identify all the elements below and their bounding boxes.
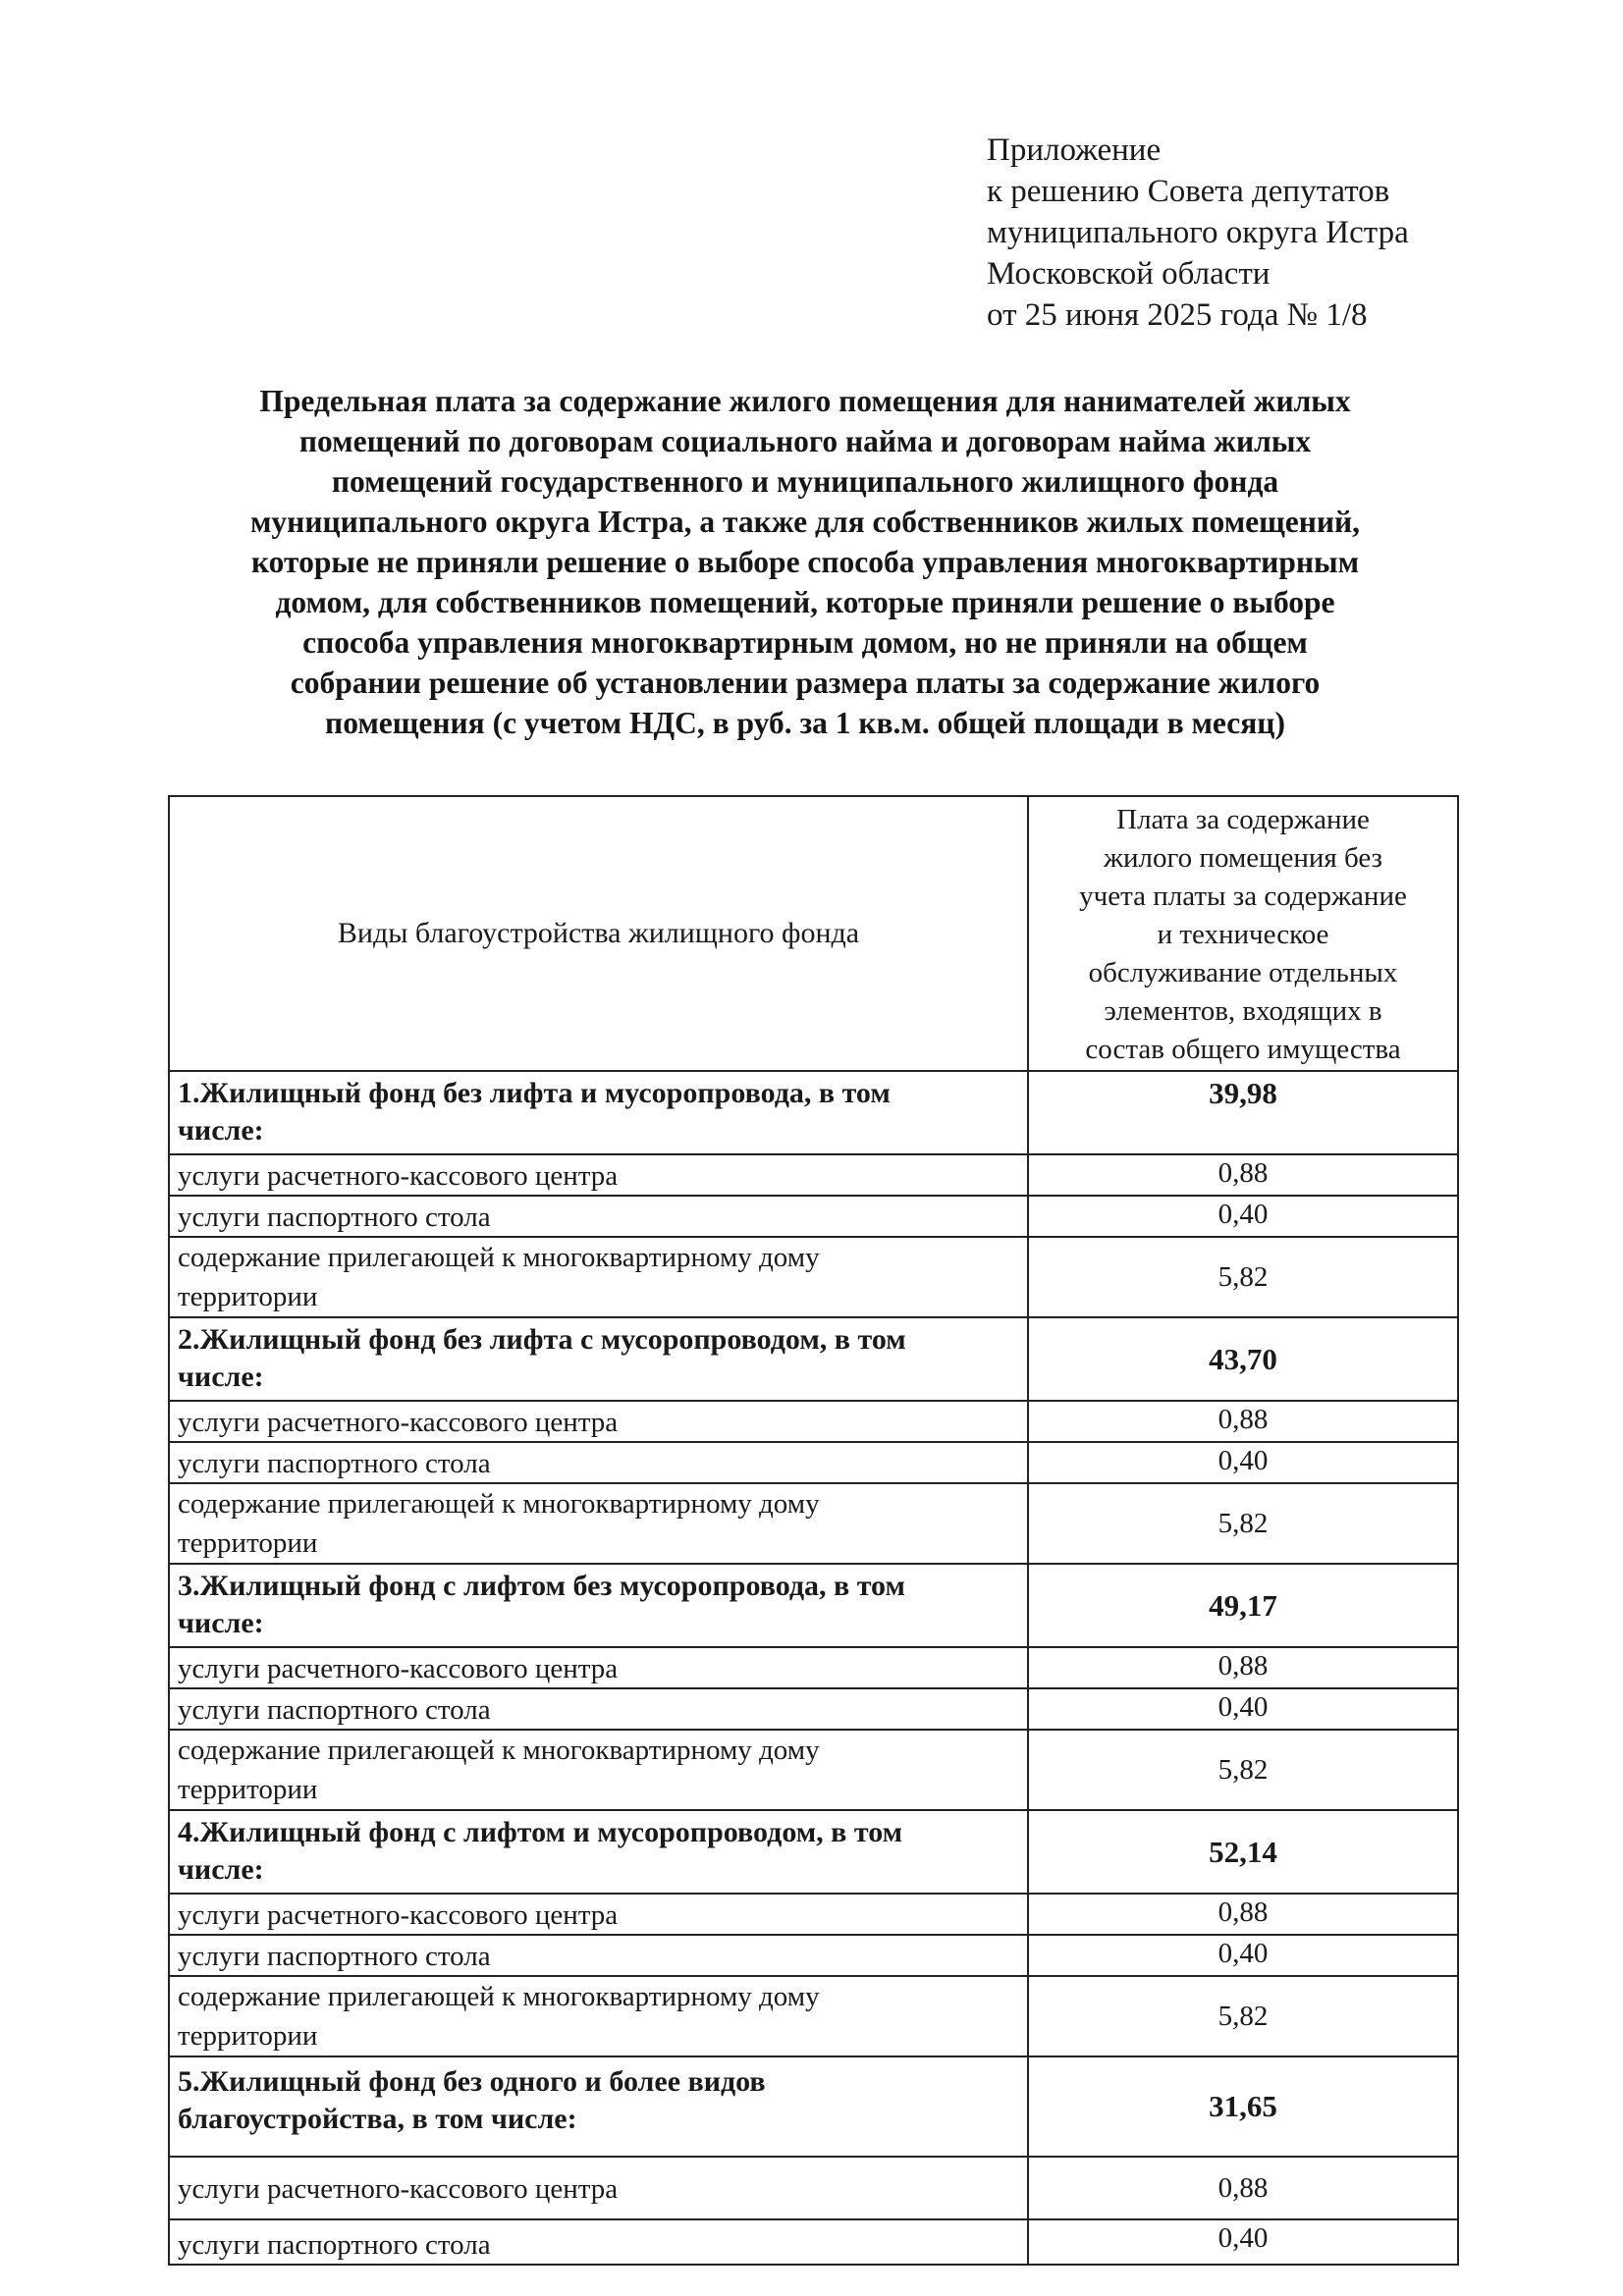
group-name-line: числе:	[178, 1853, 264, 1886]
header-fee-line: учета платы за содержание	[1079, 881, 1407, 912]
item-value: 0,88	[1028, 2157, 1458, 2219]
group-name-line: благоустройства, в том числе:	[178, 2103, 577, 2135]
item-name: услуги расчетного-кассового центра	[169, 1154, 1028, 1196]
item-name-line: территории	[178, 2020, 318, 2052]
table-row	[169, 1976, 1458, 2056]
fees-table	[168, 795, 1459, 2266]
item-name	[169, 1483, 1028, 1564]
header-fee-line: жилого помещения без	[1103, 842, 1383, 874]
appendix-line: от 25 июня 2025 года № 1/8	[987, 297, 1368, 333]
group-name	[169, 1071, 1028, 1154]
item-name: услуги расчетного-кассового центра	[169, 1894, 1028, 1935]
title-line: муниципального округа Истра, а также для собственников жилых помещений,	[249, 505, 1361, 539]
item-name: услуги паспортного стола	[169, 1935, 1028, 1976]
item-name-line: содержание прилегающей к многоквартирному дому	[178, 1735, 820, 1766]
item-name: услуги расчетного-кассового центра	[169, 1647, 1028, 1688]
appendix-block	[987, 130, 1409, 336]
item-name	[169, 1730, 1028, 1810]
header-fee-line: обслуживание отдельных	[1088, 957, 1398, 988]
item-value: 0,40	[1028, 1935, 1458, 1976]
title-line: домом, для собственников помещений, которые приняли решение о выборе	[275, 585, 1335, 619]
item-name-line: территории	[178, 1281, 318, 1312]
item-value: 5,82	[1028, 1237, 1458, 1317]
table-row	[169, 1647, 1458, 1688]
item-value: 5,82	[1028, 1730, 1458, 1810]
group-name-line: числе:	[178, 1607, 264, 1639]
item-name: услуги паспортного стола	[169, 1688, 1028, 1730]
group-name-line: числе:	[178, 1361, 264, 1393]
item-name: услуги паспортного стола	[169, 1442, 1028, 1483]
group-row	[169, 1810, 1458, 1894]
title-line: способа управления многоквартирным домом, но не приняли на общем	[302, 625, 1308, 660]
table-row	[169, 1688, 1458, 1730]
table-header-row	[169, 796, 1458, 1071]
title-line: собрании решение об установлении размера платы за содержание жилого	[290, 666, 1321, 700]
table-row	[169, 1730, 1458, 1810]
title-line: помещений государственного и муниципального жилищного фонда	[331, 464, 1279, 499]
item-value: 0,88	[1028, 1401, 1458, 1442]
table-row	[169, 1442, 1458, 1483]
appendix-line: Московской области	[987, 256, 1271, 292]
document-title	[196, 381, 1414, 743]
table-row	[169, 1935, 1458, 1976]
group-name	[169, 1317, 1028, 1401]
item-name	[169, 1976, 1028, 2056]
group-name-line: числе:	[178, 1114, 264, 1147]
group-row	[169, 1564, 1458, 1647]
header-fee	[1028, 796, 1458, 1071]
group-row	[169, 2056, 1458, 2157]
group-name-line: 4.Жилищный фонд с лифтом и мусоропроводом, в том	[178, 1816, 903, 1848]
table-row	[169, 1237, 1458, 1317]
group-name	[169, 2056, 1028, 2157]
item-value: 0,40	[1028, 1688, 1458, 1730]
appendix-line: Приложение	[987, 133, 1162, 168]
group-name-line: 5.Жилищный фонд без одного и более видов	[178, 2065, 766, 2098]
table-row	[169, 1483, 1458, 1564]
header-fee-line: состав общего имущества	[1085, 1034, 1401, 1065]
header-fee-line: и техническое	[1157, 919, 1329, 950]
item-value: 0,88	[1028, 1894, 1458, 1935]
item-value: 0,40	[1028, 1442, 1458, 1483]
table-row	[169, 2219, 1458, 2265]
item-value: 5,82	[1028, 1976, 1458, 2056]
group-name	[169, 1810, 1028, 1894]
table-row	[169, 2157, 1458, 2219]
header-housing-type: Виды благоустройства жилищного фонда	[169, 796, 1028, 1071]
title-line: помещения (с учетом НДС, в руб. за 1 кв.м. общей площади в месяц)	[325, 706, 1285, 740]
group-name	[169, 1564, 1028, 1647]
group-value: 39,98	[1028, 1071, 1458, 1154]
appendix-line: муниципального округа Истра	[987, 215, 1409, 250]
table-row	[169, 1401, 1458, 1442]
group-name-line: 3.Жилищный фонд с лифтом без мусоропровода, в том	[178, 1570, 905, 1602]
title-line: помещений по договорам социального найма и договорам найма жилых	[298, 424, 1312, 458]
group-value: 31,65	[1028, 2056, 1458, 2157]
item-value: 5,82	[1028, 1483, 1458, 1564]
header-fee-line: Плата за содержание	[1116, 804, 1370, 835]
header-fee-line: элементов, входящих в	[1104, 995, 1382, 1027]
item-value: 0,88	[1028, 1154, 1458, 1196]
item-name-line: территории	[178, 1774, 318, 1805]
item-name: услуги паспортного стола	[169, 2219, 1028, 2265]
item-name	[169, 1237, 1028, 1317]
appendix-line: к решению Совета депутатов	[987, 174, 1390, 209]
item-value: 0,40	[1028, 2219, 1458, 2265]
item-name-line: содержание прилегающей к многоквартирному дому	[178, 1242, 820, 1273]
item-name-line: содержание прилегающей к многоквартирному дому	[178, 1488, 820, 1520]
item-value: 0,40	[1028, 1196, 1458, 1237]
item-name-line: содержание прилегающей к многоквартирному дому	[178, 1981, 820, 2012]
table-row	[169, 1894, 1458, 1935]
item-name: услуги расчетного-кассового центра	[169, 1401, 1028, 1442]
group-value: 43,70	[1028, 1317, 1458, 1401]
group-name-line: 2.Жилищный фонд без лифта с мусоропроводом, в том	[178, 1323, 906, 1356]
title-line: которые не приняли решение о выборе способа управления многоквартирным	[250, 545, 1360, 579]
group-value: 49,17	[1028, 1564, 1458, 1647]
item-value: 0,88	[1028, 1647, 1458, 1688]
title-line: Предельная плата за содержание жилого помещения для нанимателей жилых	[259, 384, 1351, 418]
item-name: услуги расчетного-кассового центра	[169, 2157, 1028, 2219]
item-name: услуги паспортного стола	[169, 1196, 1028, 1237]
group-row	[169, 1317, 1458, 1401]
table-row	[169, 1154, 1458, 1196]
item-name-line: территории	[178, 1527, 318, 1559]
group-name-line: 1.Жилищный фонд без лифта и мусоропровода, в том	[178, 1077, 891, 1109]
group-value: 52,14	[1028, 1810, 1458, 1894]
group-row	[169, 1071, 1458, 1154]
table-row	[169, 1196, 1458, 1237]
